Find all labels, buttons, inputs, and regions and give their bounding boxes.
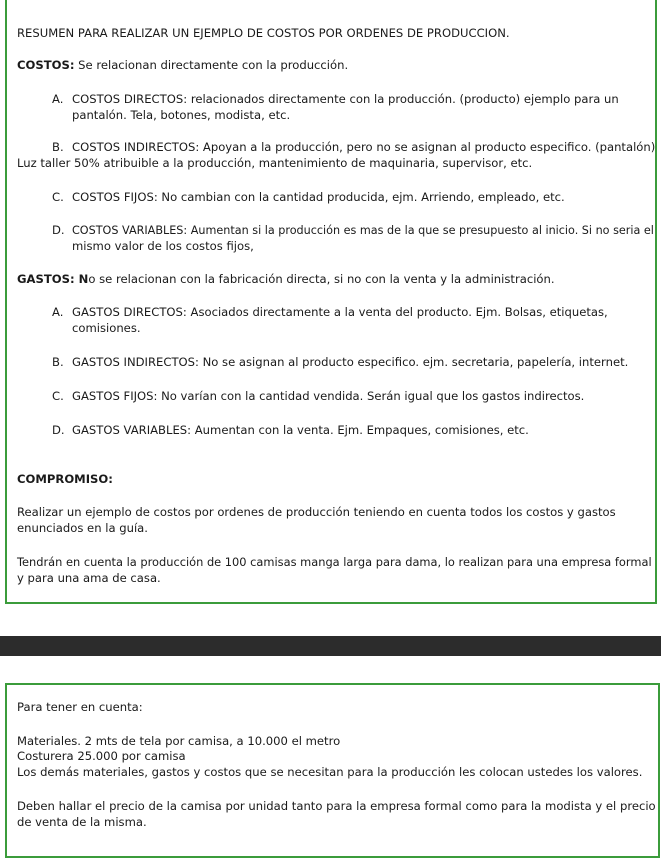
cuenta-line-precio-2: de venta de la misma. bbox=[17, 815, 147, 829]
costos-label: COSTOS: bbox=[17, 58, 75, 72]
costos-item-d-marker: D. bbox=[52, 223, 65, 237]
gastos-item-c-line1: GASTOS FIJOS: No varían con la cantidad vendida. Serán igual que los gastos indirectos. bbox=[72, 389, 585, 403]
costos-item-b-marker: B. bbox=[52, 140, 64, 154]
cuenta-line-demas: Los demás materiales, gastos y costos que se necesitan para la producción les colocan ustedes los valores. bbox=[17, 765, 643, 779]
gastos-label: GASTOS: N bbox=[17, 272, 89, 286]
doc-title: RESUMEN PARA REALIZAR UN EJEMPLO DE COSTOS POR ORDENES DE PRODUCCION. bbox=[17, 26, 510, 40]
compromiso-p2-line1: Tendrán en cuenta la producción de 100 camisas manga larga para dama, lo realizan para una empresa formal bbox=[17, 555, 652, 569]
costos-item-c-marker: C. bbox=[52, 190, 64, 204]
costos-item-d-line1: COSTOS VARIABLES: Aumentan si la producción es mas de la que se presupuesto al inicio. Si no seria el bbox=[72, 224, 654, 237]
costos-item-a-line2: pantalón. Tela, botones, modista, etc. bbox=[72, 108, 291, 122]
costos-text: Se relacionan directamente con la producción. bbox=[74, 58, 349, 72]
gastos-text: o se relacionan con la fabricación directa, si no con la venta y la administración. bbox=[88, 272, 555, 286]
costos-item-b-line1: COSTOS INDIRECTOS: Apoyan a la producción, pero no se asignan al producto especifico. (pantalón) bbox=[72, 140, 656, 154]
costos-intro bbox=[17, 58, 348, 73]
gastos-item-a-line1: GASTOS DIRECTOS: Asociados directamente a la venta del producto. Ejm. Bolsas, etiquetas, bbox=[72, 305, 608, 319]
cuenta-heading: Para tener en cuenta: bbox=[17, 700, 143, 714]
compromiso-p2-line2: y para una ama de casa. bbox=[17, 571, 161, 585]
compromiso-label: COMPROMISO: bbox=[17, 472, 113, 486]
gastos-item-a-line2: comisiones. bbox=[72, 321, 141, 335]
costos-item-a-marker: A. bbox=[52, 92, 64, 106]
gastos-item-d-marker: D. bbox=[52, 423, 65, 437]
compromiso-p1-line1: Realizar un ejemplo de costos por ordenes de producción teniendo en cuenta todos los costos y gastos bbox=[17, 505, 616, 519]
costos-item-b-line2: Luz taller 50% atribuible a la producción, mantenimiento de maquinaria, supervisor, etc. bbox=[17, 156, 533, 170]
separator-band bbox=[0, 636, 661, 656]
gastos-item-d-line1: GASTOS VARIABLES: Aumentan con la venta. Ejm. Empaques, comisiones, etc. bbox=[72, 423, 529, 437]
cuenta-line-precio-1: Deben hallar el precio de la camisa por unidad tanto para la empresa formal como para la modista y el precio bbox=[17, 799, 656, 813]
gastos-item-a-marker: A. bbox=[52, 305, 64, 319]
gastos-intro bbox=[17, 272, 555, 287]
costos-item-d-line2: mismo valor de los costos fijos, bbox=[72, 239, 254, 253]
costos-item-a-line1: COSTOS DIRECTOS: relacionados directamente con la producción. (producto) ejemplo para un bbox=[72, 92, 619, 106]
cuenta-line-costurera: Costurera 25.000 por camisa bbox=[17, 749, 186, 763]
cuenta-line-materiales: Materiales. 2 mts de tela por camisa, a 10.000 el metro bbox=[17, 734, 341, 748]
gastos-item-c-marker: C. bbox=[52, 389, 64, 403]
costos-item-c-line1: COSTOS FIJOS: No cambian con la cantidad producida, ejm. Arriendo, empleado, etc. bbox=[72, 190, 565, 204]
compromiso-p1-line2: enunciados en la guía. bbox=[17, 521, 148, 535]
gastos-item-b-marker: B. bbox=[52, 355, 64, 369]
gastos-item-b-line1: GASTOS INDIRECTOS: No se asignan al producto especifico. ejm. secretaria, papelería, internet. bbox=[72, 355, 629, 369]
